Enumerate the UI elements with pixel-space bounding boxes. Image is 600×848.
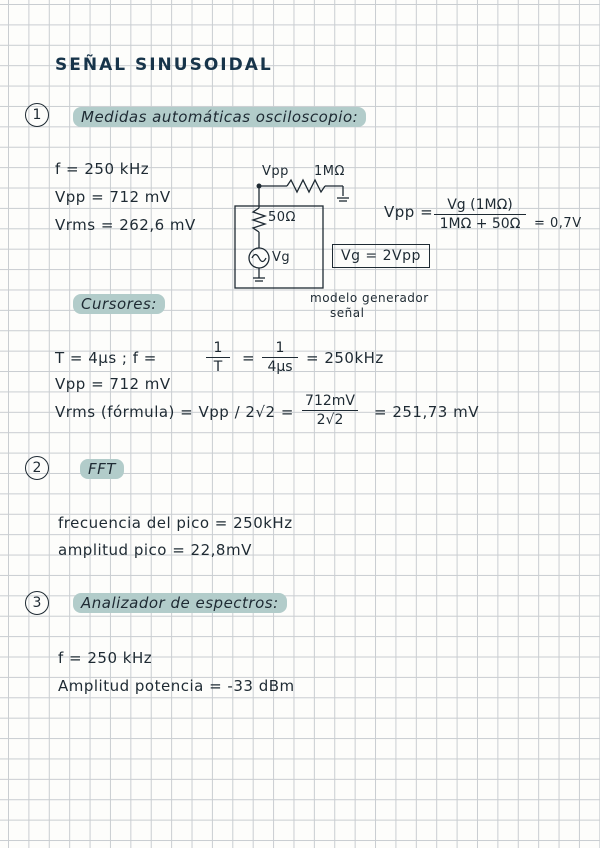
cursores-period: T = 4μs ; f = — [55, 349, 157, 367]
fraction-bar — [206, 357, 230, 358]
freq-fraction-1 — [206, 340, 230, 375]
section-3-heading: Analizador de espectros: — [73, 593, 287, 613]
freq-fraction-2-num: 1 — [275, 340, 285, 356]
measure-freq: f = 250 kHz — [55, 160, 150, 178]
vrms-fraction-den: 2√2 — [316, 412, 344, 428]
fft-peak-frequency: frecuencia del pico = 250kHz — [58, 514, 293, 532]
circuit-r2-label: 50Ω — [268, 210, 296, 225]
cursores-freq-result: = 250kHz — [306, 349, 384, 367]
freq-fraction-1-num: 1 — [213, 340, 223, 356]
section-2-number: 2 — [25, 456, 49, 480]
vrms-fraction-num: 712mV — [305, 393, 355, 409]
divider-fraction — [434, 197, 526, 232]
spectrum-frequency: f = 250 kHz — [58, 649, 153, 667]
cursores-vrms-result: = 251,73 mV — [374, 403, 479, 421]
freq-fraction-2 — [262, 340, 298, 375]
vrms-fraction — [302, 393, 358, 428]
cursores-equals: = — [242, 349, 256, 367]
divider-result: = 0,7V — [534, 216, 582, 231]
freq-fraction-1-den: T — [213, 359, 223, 375]
divider-denominator: 1MΩ + 50Ω — [439, 216, 521, 232]
measure-vpp: Vpp = 712 mV — [55, 188, 171, 206]
divider-lhs: Vpp = — [384, 203, 434, 221]
fraction-bar — [302, 410, 358, 411]
section-3-number: 3 — [25, 591, 49, 615]
cursores-vrms-formula: Vrms (fórmula) = Vpp / 2√2 = — [55, 403, 294, 421]
boxed-equation: Vg = 2Vpp — [332, 244, 430, 268]
fraction-bar — [262, 357, 298, 358]
divider-numerator: Vg (1MΩ) — [447, 197, 513, 213]
freq-fraction-2-den: 4μs — [267, 359, 293, 375]
circuit-vpp-label: Vpp — [262, 164, 289, 179]
cursores-heading: Cursores: — [73, 294, 165, 314]
page-title: SEÑAL SINUSOIDAL — [55, 55, 273, 75]
circuit-r1-label: 1MΩ — [314, 164, 345, 179]
circuit-source-label: Vg — [272, 250, 291, 265]
section-2-heading: FFT — [80, 459, 124, 479]
section-1-number: 1 — [25, 103, 49, 127]
fraction-bar — [434, 214, 526, 215]
section-1-heading: Medidas automáticas osciloscopio: — [73, 107, 366, 127]
spectrum-power-amplitude: Amplitud potencia = -33 dBm — [58, 677, 295, 695]
measure-vrms: Vrms = 262,6 mV — [55, 216, 196, 234]
cursores-vpp: Vpp = 712 mV — [55, 375, 171, 393]
circuit-caption-line2: señal — [330, 306, 365, 320]
fft-peak-amplitude: amplitud pico = 22,8mV — [58, 541, 252, 559]
circuit-caption-line1: modelo generador — [310, 291, 429, 305]
